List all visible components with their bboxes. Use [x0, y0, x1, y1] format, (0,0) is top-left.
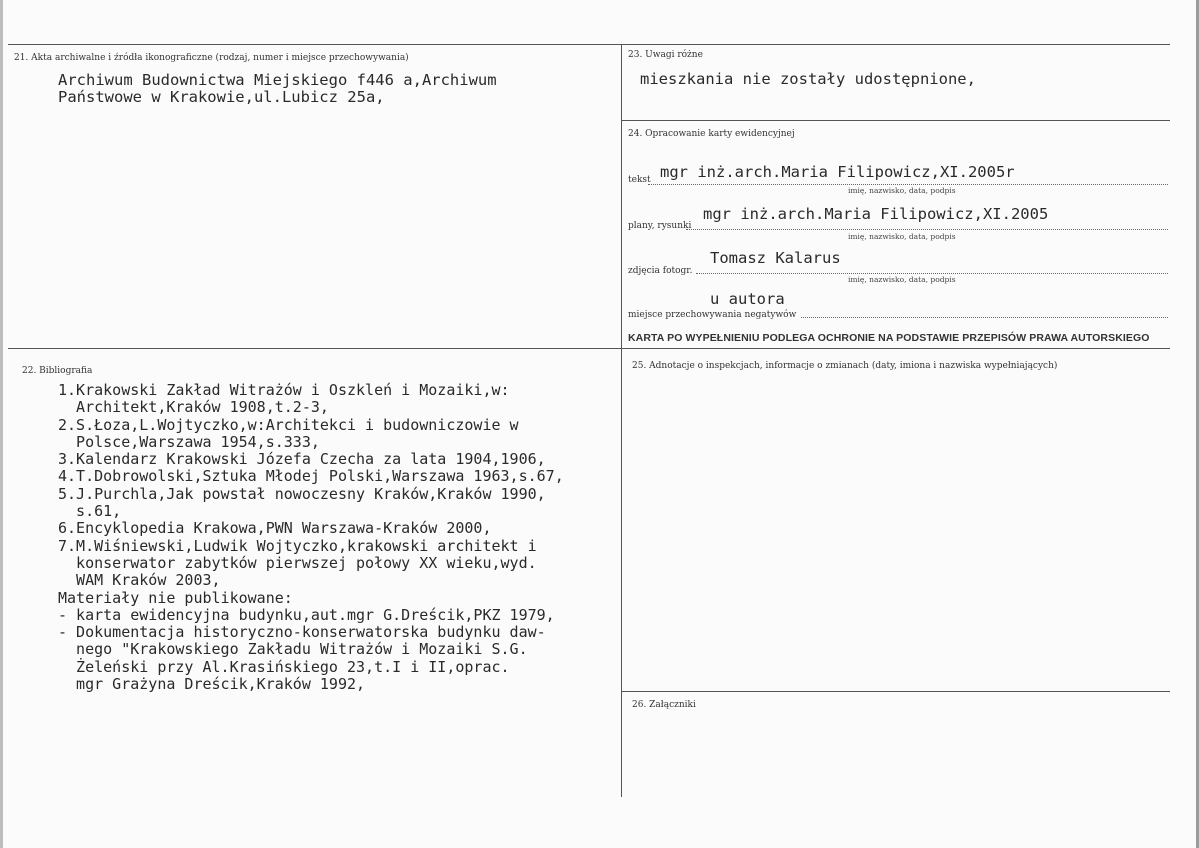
copyright-note: KARTA PO WYPEŁNIENIU PODLEGA OCHRONIE NA PODSTAWIE PRZEPISÓW PRAWA AUTORSKIEGO [628, 332, 1150, 344]
field-label-photos: zdjęcia fotogr. [628, 266, 693, 276]
section-21-label: 21. Akta archiwalne i źródła ikonograficzne (rodzaj, numer i miejsce przechowywania) [14, 53, 409, 63]
divider-25-26 [621, 691, 1170, 692]
bibliography-line: 1.Krakowski Zakład Witrażów i Oszkleń i Mozaiki,w: [58, 381, 510, 399]
divider-23-24 [621, 120, 1170, 121]
bibliography-line: Architekt,Kraków 1908,t.2-3, [58, 398, 329, 417]
field-label-negatives: miejsce przechowywania negatywów [628, 310, 797, 320]
bibliography-line: WAM Kraków 2003, [58, 571, 221, 590]
middle-divider [8, 348, 1170, 349]
column-divider [621, 44, 622, 797]
bibliography-list [58, 382, 564, 693]
bibliography-line: 2.S.Łoza,L.Wojtyczko,w:Architekci i budowniczowie w [58, 415, 519, 434]
bibliography-line: konserwator zabytków pierwszej połowy XX wieku,wyd. [58, 553, 537, 572]
section-21-line-1: Archiwum Budownictwa Miejskiego f446 a,Archiwum [58, 71, 497, 89]
field-caption-plans: imię, nazwisko, data, podpis [848, 232, 956, 241]
bibliography-line: - Dokumentacja historyczno-konserwatorska budynku daw- [58, 623, 546, 642]
field-dotline-negatives [801, 317, 1168, 318]
bibliography-line: Materiały nie publikowane: [58, 588, 293, 607]
bibliography-line: nego "Krakowskiego Zakładu Witrażów i Mozaiki S.G. [58, 640, 528, 659]
top-divider [8, 44, 1170, 45]
section-25-label: 25. Adnotacje o inspekcjach, informacje o zmianach (daty, imiona i nazwiska wypełniających) [632, 361, 1058, 371]
bibliography-line: Żeleński przy Al.Krasińskiego 23,t.I i II,oprac. [58, 657, 510, 676]
bibliography-line: - karta ewidencyjna budynku,aut.mgr G.Dreścik,PKZ 1979, [58, 605, 555, 624]
bibliography-line: 4.T.Dobrowolski,Sztuka Młodej Polski,Warszawa 1963,s.67, [58, 467, 564, 486]
field-value-plans: mgr inż.arch.Maria Filipowicz,XI.2005 [703, 205, 1049, 223]
field-caption-photos: imię, nazwisko, data, podpis [848, 275, 956, 284]
field-dotline-plans [686, 229, 1168, 230]
field-value-photos: Tomasz Kalarus [710, 249, 841, 267]
field-dotline-photos [696, 273, 1168, 274]
field-label-text: tekst [628, 175, 651, 185]
bibliography-line: mgr Grażyna Dreścik,Kraków 1992, [58, 675, 366, 694]
section-23-label: 23. Uwagi różne [628, 50, 703, 60]
section-24-label: 24. Opracowanie karty ewidencyjnej [628, 129, 795, 139]
bibliography-line: 5.J.Purchla,Jak powstał nowoczesny Kraków,Kraków 1990, [58, 484, 546, 503]
section-22-label: 22. Bibliografia [22, 366, 93, 376]
bibliography-line: 6.Encyklopedia Krakowa,PWN Warszawa-Kraków 2000, [58, 519, 492, 538]
section-26-label: 26. Załączniki [632, 700, 696, 710]
bibliography-line: 3.Kalendarz Krakowski Józefa Czecha za lata 1904,1906, [58, 450, 546, 469]
bibliography-line: s.61, [58, 502, 122, 521]
field-value-text: mgr inż.arch.Maria Filipowicz,XI.2005r [660, 163, 1015, 181]
bibliography-line: Polsce,Warszawa 1954,s.333, [58, 432, 320, 451]
bibliography-line: 7.M.Wiśniewski,Ludwik Wojtyczko,krakowski architekt i [58, 536, 537, 555]
field-value-negatives: u autora [710, 290, 785, 308]
field-caption-text: imię, nazwisko, data, podpis [848, 186, 956, 195]
field-label-plans: plany, rysunki [628, 221, 692, 231]
field-dotline-text [648, 184, 1168, 185]
section-23-text: mieszkania nie zostały udostępnione, [640, 70, 976, 88]
section-21-line-2: Państwowe w Krakowie,ul.Lubicz 25a, [58, 88, 385, 106]
